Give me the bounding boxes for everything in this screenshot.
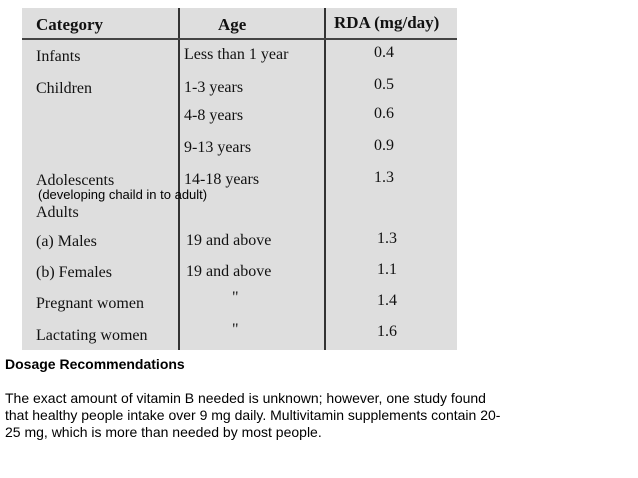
- cell-rda: 1.3: [374, 169, 394, 186]
- caption-body: The exact amount of vitamin B needed is unknown; however, one study found that healthy people intake over 9 mg daily. Multivitamin supplements contain 20-25 mg, which is more than needed by most people.: [5, 390, 501, 440]
- cell-age: ": [232, 321, 239, 338]
- cell-rda: 1.3: [377, 230, 397, 247]
- cell-rda: 0.9: [374, 137, 394, 154]
- cell-rda: 0.6: [374, 105, 394, 122]
- cell-category: Infants: [36, 48, 81, 65]
- header-age: Age: [218, 15, 247, 34]
- cell-age: 4-8 years: [184, 107, 244, 124]
- header-category: Category: [36, 15, 104, 34]
- cell-rda: 1.4: [377, 292, 397, 309]
- caption-title: Dosage Recommendations: [5, 356, 185, 372]
- rda-table: [22, 8, 457, 350]
- cell-category: (b) Females: [36, 264, 112, 281]
- cell-age: ": [232, 289, 239, 306]
- cell-age: 19 and above: [186, 232, 272, 249]
- cell-category: Adults: [36, 204, 79, 221]
- cell-age: Less than 1 year: [184, 46, 289, 63]
- header-rule: [22, 38, 457, 40]
- cell-category: (a) Males: [36, 233, 97, 250]
- column-divider-1: [178, 8, 180, 350]
- adolescents-note: (developing chaild in to adult): [38, 187, 208, 202]
- cell-age: 1-3 years: [184, 79, 244, 96]
- rda-table-image: [22, 8, 457, 350]
- cell-rda: 1.6: [377, 323, 397, 340]
- header-rda: RDA (mg/day): [334, 13, 440, 32]
- cell-age: 14-18 years: [184, 171, 260, 188]
- cell-rda: 0.4: [374, 44, 394, 61]
- cell-category: Children: [36, 80, 92, 97]
- column-divider-2: [324, 8, 326, 350]
- cell-rda: 1.1: [377, 261, 397, 278]
- cell-category: Pregnant women: [36, 295, 144, 312]
- cell-age: 19 and above: [186, 263, 272, 280]
- cell-category: Adolescents: [36, 172, 115, 189]
- cell-category: Lactating women: [36, 327, 148, 344]
- cell-rda: 0.5: [374, 76, 394, 93]
- dosage-caption: [5, 356, 505, 441]
- cell-age: 9-13 years: [184, 139, 252, 156]
